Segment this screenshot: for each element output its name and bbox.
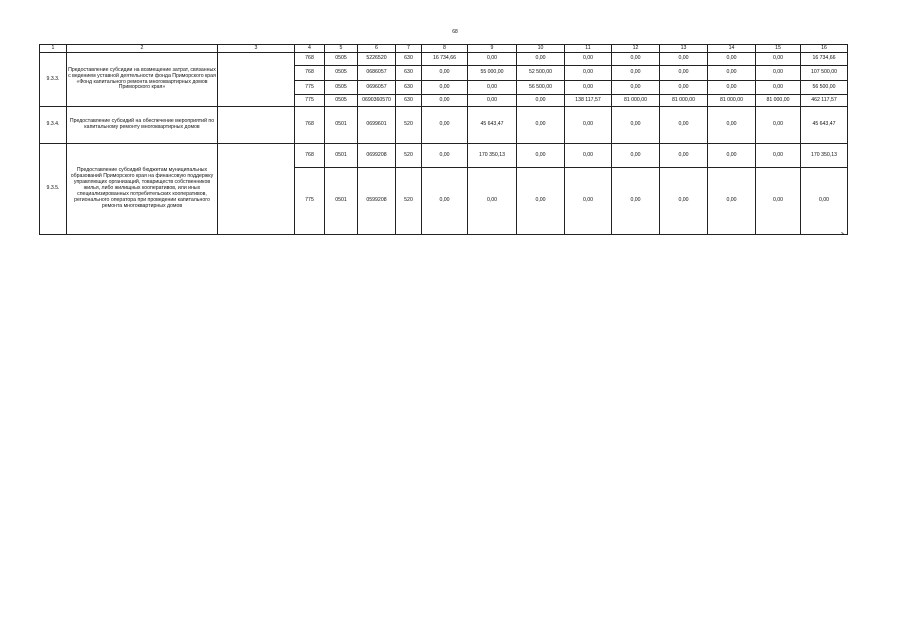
table-cell: 0696057: [358, 81, 396, 95]
item-col3: [218, 144, 295, 235]
column-number: 4: [295, 45, 325, 53]
table-cell: 0,00: [422, 144, 468, 168]
table-cell: 768: [295, 53, 325, 66]
column-number: 16: [801, 45, 848, 53]
table-cell: 16 734,66: [801, 53, 848, 66]
column-number: 14: [708, 45, 756, 53]
table-cell: 0,00: [708, 66, 756, 81]
table-cell: 0501: [325, 144, 358, 168]
table-cell: 0505: [325, 53, 358, 66]
table-cell: 0,00: [612, 53, 660, 66]
table-cell: 0,00: [660, 107, 708, 144]
column-number: 1: [40, 45, 67, 53]
column-number: 7: [396, 45, 422, 53]
table-cell: 0,00: [660, 66, 708, 81]
table-cell: 55 000,00: [468, 66, 517, 81]
table-cell: 170 350,13: [468, 144, 517, 168]
item-col3: [218, 53, 295, 107]
table-cell: 5226520: [358, 53, 396, 66]
table-cell: 520: [396, 144, 422, 168]
table-cell: 0699601: [358, 107, 396, 144]
column-number: 15: [756, 45, 801, 53]
table-cell: 630: [396, 95, 422, 107]
table-cell: 0,00: [708, 81, 756, 95]
table-cell: 138 117,57: [565, 95, 612, 107]
table-cell: 0,00: [565, 144, 612, 168]
table-cell: 775: [295, 81, 325, 95]
budget-table: [39, 44, 848, 235]
table-cell: 630: [396, 66, 422, 81]
column-number: 13: [660, 45, 708, 53]
table-cell: 0,00: [422, 168, 468, 235]
column-number: 3: [218, 45, 295, 53]
table-cell: 0,00: [660, 81, 708, 95]
table-cell: 0,00: [565, 107, 612, 144]
table-cell: 0,00: [708, 107, 756, 144]
table-cell: 0,00: [468, 81, 517, 95]
item-code: 9.3.4.: [40, 107, 67, 144]
column-number: 12: [612, 45, 660, 53]
table-cell: 81 000,00: [612, 95, 660, 107]
table-cell: 0,00: [612, 144, 660, 168]
table-cell: 81 000,00: [660, 95, 708, 107]
table-row: [40, 144, 848, 168]
table-cell: 0,00: [756, 168, 801, 235]
table-cell: 0,00: [612, 168, 660, 235]
table-cell: 462 117,57: [801, 95, 848, 107]
table-cell: 0,00: [756, 144, 801, 168]
table-cell: 0,00: [517, 107, 565, 144]
table-cell: 0,00: [422, 95, 468, 107]
table-cell: 0501: [325, 107, 358, 144]
item-description: Предоставление субсидий на обеспечение мероприятий по капитальному ремонту многоквартирных домов: [67, 107, 218, 144]
table-cell: 630: [396, 53, 422, 66]
table-cell: 0686057: [358, 66, 396, 81]
table-cell: 16 734,66: [422, 53, 468, 66]
table-cell: 0,00: [422, 66, 468, 81]
table-cell: 0,00: [565, 53, 612, 66]
table-cell: 0,00: [612, 66, 660, 81]
table-cell: 0,00: [565, 81, 612, 95]
item-col3: [218, 107, 295, 144]
item-description: Предоставление субсидий бюджетам муниципальных образований Приморского края на финансовую поддержку управляющих организаций, товариществ собственников жилья, либо жилищных кооперативов, или иных специализированных потребительских кооперативов, регионального оператора при проведении капитального ремонта многоквартирных домов: [67, 144, 218, 235]
column-number: 9: [468, 45, 517, 53]
table-cell: 81 000,00: [708, 95, 756, 107]
table-cell: 0,00: [422, 107, 468, 144]
table-cell: 775: [295, 168, 325, 235]
table-cell: 0690360570: [358, 95, 396, 107]
table-cell: 630: [396, 81, 422, 95]
table-cell: 45 643,47: [801, 107, 848, 144]
table-cell: 520: [396, 107, 422, 144]
page-number: 68: [452, 29, 458, 35]
table-cell: 0,00: [565, 168, 612, 235]
table-cell: 520: [396, 168, 422, 235]
table-row: [40, 53, 848, 66]
table-cell: 52 500,00: [517, 66, 565, 81]
table-cell: 0,00: [660, 53, 708, 66]
table-cell: 0,00: [612, 107, 660, 144]
column-number: 5: [325, 45, 358, 53]
column-number: 6: [358, 45, 396, 53]
table-cell: 768: [295, 66, 325, 81]
table-cell: 0,00: [422, 81, 468, 95]
table-cell: 0,00: [517, 95, 565, 107]
column-number: 2: [67, 45, 218, 53]
table-cell: 0,00: [612, 81, 660, 95]
table-cell: 0,00: [708, 144, 756, 168]
table-cell: 0,00: [708, 53, 756, 66]
item-code: 9.3.5.: [40, 144, 67, 235]
table-cell: 0,00: [517, 53, 565, 66]
table-row: [40, 107, 848, 144]
item-description: Предоставление субсидии на возмещение затрат, связанных с ведением уставной деятельности фонда Приморского края «Фонд капитального ремонта многоквартирных домов Приморского края»: [67, 53, 218, 107]
table-cell: 0,00: [756, 81, 801, 95]
table-cell: 0505: [325, 66, 358, 81]
table-cell: 107 500,00: [801, 66, 848, 81]
table-cell: 45 643,47: [468, 107, 517, 144]
table-cell: 56 500,00: [517, 81, 565, 95]
table-cell: 0,00: [517, 144, 565, 168]
table-cell: 768: [295, 144, 325, 168]
stray-mark: ъ: [841, 231, 845, 237]
table-cell: 0,00: [756, 66, 801, 81]
column-number: 11: [565, 45, 612, 53]
column-number-row: [40, 45, 848, 53]
table-cell: 775: [295, 95, 325, 107]
table-cell: 0,00: [468, 95, 517, 107]
table-cell: 0,00: [468, 53, 517, 66]
table-cell: 0,00: [801, 168, 848, 235]
table-cell: 0599208: [358, 168, 396, 235]
table-cell: 0505: [325, 81, 358, 95]
table-cell: 0501: [325, 168, 358, 235]
column-number: 8: [422, 45, 468, 53]
table-cell: 0505: [325, 95, 358, 107]
table-cell: 0,00: [660, 168, 708, 235]
table-cell: 0,00: [756, 107, 801, 144]
column-number: 10: [517, 45, 565, 53]
table-cell: 0,00: [756, 53, 801, 66]
table-cell: 170 350,13: [801, 144, 848, 168]
table-cell: 81 000,00: [756, 95, 801, 107]
table-cell: 56 500,00: [801, 81, 848, 95]
table-cell: 0,00: [660, 144, 708, 168]
table-cell: 0,00: [517, 168, 565, 235]
table-cell: 768: [295, 107, 325, 144]
table-cell: 0,00: [468, 168, 517, 235]
table-cell: 0,00: [708, 168, 756, 235]
table-cell: 0,00: [565, 66, 612, 81]
item-code: 9.3.3.: [40, 53, 67, 107]
table-cell: 0699208: [358, 144, 396, 168]
